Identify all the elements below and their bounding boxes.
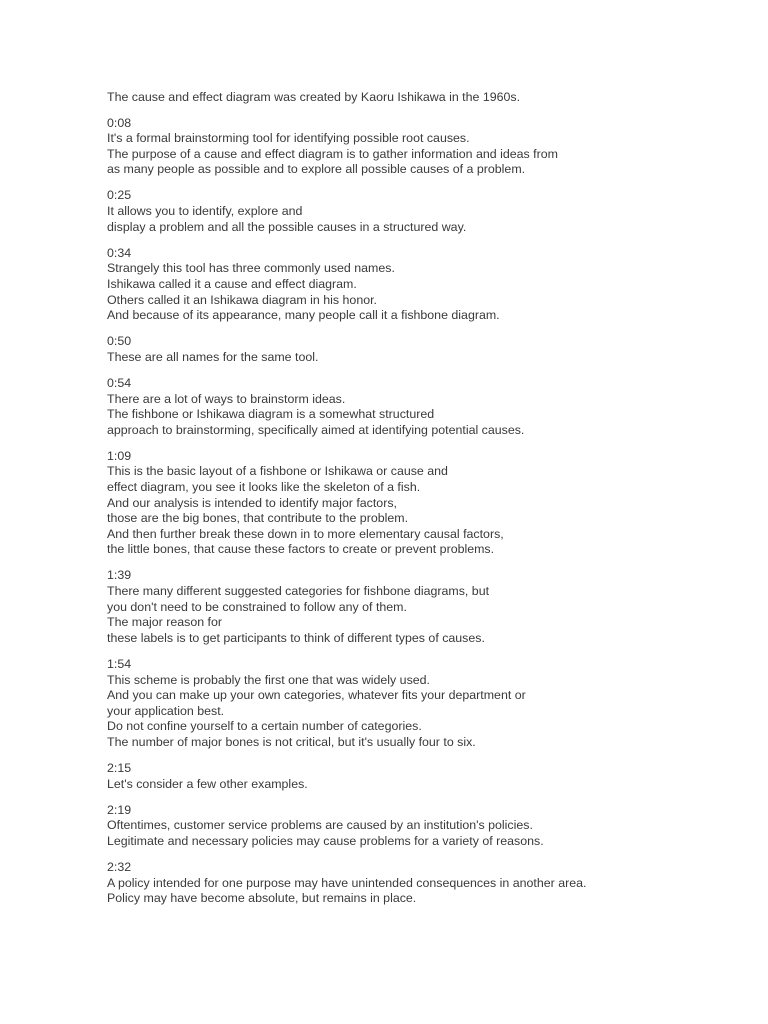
timestamp: 1:09 bbox=[107, 448, 132, 463]
transcript-line: these labels is to get participants to think of different types of causes. bbox=[107, 630, 485, 645]
timestamp: 0:08 bbox=[107, 115, 132, 130]
transcript-line: There many different suggested categories for fishbone diagrams, but bbox=[107, 584, 490, 599]
transcript-line: This is the basic layout of a fishbone or Ishikawa or cause and bbox=[107, 464, 448, 479]
transcript-line: Do not confine yourself to a certain number of categories. bbox=[107, 719, 422, 734]
transcript-line: And our analysis is intended to identify major factors, bbox=[107, 495, 397, 510]
transcript-line: Policy may have become absolute, but remains in place. bbox=[107, 891, 417, 906]
transcript-block bbox=[107, 860, 727, 907]
timestamp: 1:39 bbox=[107, 568, 132, 583]
transcript-line: And because of its appearance, many people call it a fishbone diagram. bbox=[107, 308, 500, 323]
transcript-block bbox=[107, 376, 727, 438]
transcript-line: It allows you to identify, explore and bbox=[107, 204, 303, 219]
timestamp: 0:25 bbox=[107, 188, 132, 203]
timestamp: 2:32 bbox=[107, 859, 132, 874]
transcript-line: And you can make up your own categories, whatever fits your department or bbox=[107, 688, 526, 703]
transcript-block bbox=[107, 246, 727, 324]
timestamp: 2:19 bbox=[107, 802, 132, 817]
transcript-line: approach to brainstorming, specifically aimed at identifying potential causes. bbox=[107, 422, 525, 437]
transcript-block bbox=[107, 761, 727, 792]
transcript-line: Others called it an Ishikawa diagram in his honor. bbox=[107, 292, 377, 307]
transcript-block bbox=[107, 568, 727, 646]
transcript-line: effect diagram, you see it looks like the skeleton of a fish. bbox=[107, 479, 421, 494]
transcript-line: The fishbone or Ishikawa diagram is a somewhat structured bbox=[107, 407, 435, 422]
timestamp: 1:54 bbox=[107, 656, 132, 671]
timestamp: 0:34 bbox=[107, 245, 132, 260]
transcript-line: Strangely this tool has three commonly used names. bbox=[107, 261, 395, 276]
transcript-page bbox=[107, 90, 727, 917]
transcript-line: Legitimate and necessary policies may cause problems for a variety of reasons. bbox=[107, 833, 544, 848]
transcript-line: Oftentimes, customer service problems are caused by an institution's policies. bbox=[107, 818, 533, 833]
transcript-line: The major reason for bbox=[107, 615, 223, 630]
transcript-line: It's a formal brainstorming tool for identifying possible root causes. bbox=[107, 131, 470, 146]
transcript-line: those are the big bones, that contribute to the problem. bbox=[107, 511, 409, 526]
timestamp: 0:54 bbox=[107, 375, 132, 390]
transcript-intro: The cause and effect diagram was created by Kaoru Ishikawa in the 1960s. bbox=[107, 90, 521, 104]
transcript-blocks bbox=[107, 116, 727, 907]
transcript-line: Let's consider a few other examples. bbox=[107, 776, 308, 791]
transcript-line: The number of major bones is not critical, but it's usually four to six. bbox=[107, 734, 476, 749]
transcript-line: as many people as possible and to explore all possible causes of a problem. bbox=[107, 162, 526, 177]
transcript-block bbox=[107, 188, 727, 235]
timestamp: 2:15 bbox=[107, 760, 132, 775]
timestamp: 0:50 bbox=[107, 334, 132, 349]
transcript-line: the little bones, that cause these factors to create or prevent problems. bbox=[107, 542, 495, 557]
transcript-line: Ishikawa called it a cause and effect diagram. bbox=[107, 276, 357, 291]
transcript-line: you don't need to be constrained to follow any of them. bbox=[107, 599, 407, 614]
transcript-block bbox=[107, 116, 727, 178]
transcript-block bbox=[107, 334, 727, 365]
transcript-block bbox=[107, 657, 727, 751]
transcript-block bbox=[107, 449, 727, 558]
transcript-block bbox=[107, 803, 727, 850]
transcript-line: And then further break these down in to more elementary causal factors, bbox=[107, 526, 504, 541]
transcript-line: There are a lot of ways to brainstorm ideas. bbox=[107, 391, 346, 406]
transcript-line: your application best. bbox=[107, 703, 225, 718]
transcript-line: The purpose of a cause and effect diagram is to gather information and ideas from bbox=[107, 146, 558, 161]
transcript-line: This scheme is probably the first one that was widely used. bbox=[107, 672, 430, 687]
transcript-line: A policy intended for one purpose may have unintended consequences in another area. bbox=[107, 875, 587, 890]
transcript-line: These are all names for the same tool. bbox=[107, 349, 319, 364]
transcript-line: display a problem and all the possible causes in a structured way. bbox=[107, 219, 467, 234]
